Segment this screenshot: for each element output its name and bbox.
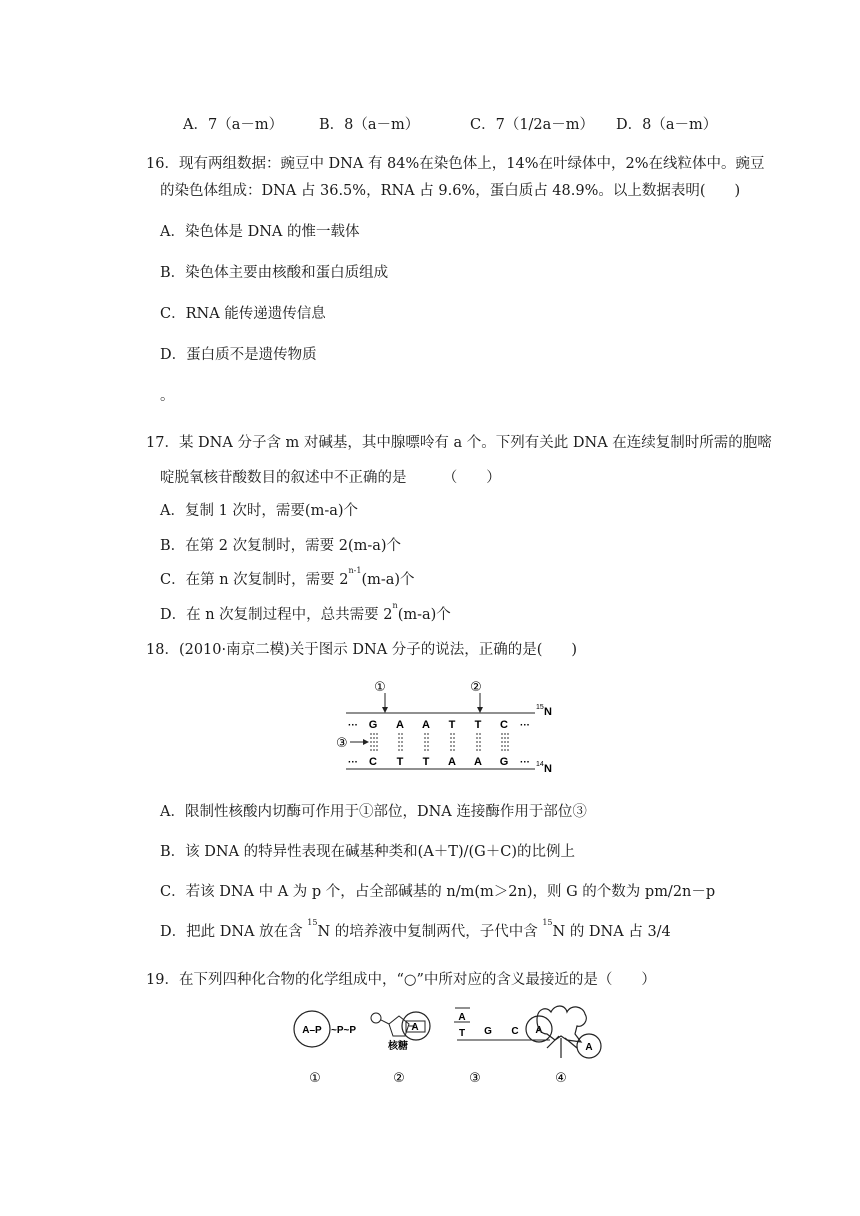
bottom-base: G — [499, 756, 509, 768]
q18-option-d: D．把此 DNA 放在含 $^{15}$N 的培养液中复制两代，子代中含 $^{15}$N 的 DNA 占 3/4 — [160, 918, 671, 940]
svg-text:G: G — [484, 1026, 492, 1037]
svg-text:···: ··· — [520, 720, 530, 731]
figure-label-3: ③ — [469, 1070, 481, 1085]
top-base: A — [422, 719, 430, 731]
compound-figure — [285, 1000, 615, 1090]
svg-text:A: A — [535, 1025, 543, 1036]
svg-text:N: N — [544, 763, 552, 775]
svg-text:A–P: A–P — [302, 1025, 322, 1036]
q17-option-d: D．在 n 次复制过程中，总共需要 2$^n$(m-a)个 — [160, 601, 451, 623]
q16-option-a: A．染色体是 DNA 的惟一载体 — [160, 224, 360, 240]
q15-option-b: B．8（a－m） — [319, 117, 420, 133]
svg-text:14: 14 — [536, 761, 544, 768]
svg-text:A: A — [411, 1022, 419, 1033]
q16-stem-line2: 的染色体组成：DNA 占 36.5%，RNA 占 9.6%，蛋白质占 48.9%。以上数据表明( ) — [160, 183, 741, 199]
q18-option-c: C．若该 DNA 中 A 为 p 个，占全部碱基的 n/m(m＞2n)，则 G 的个数为 pm/2n－p — [160, 884, 716, 900]
marker-1: ① — [374, 679, 386, 694]
svg-text:···: ··· — [348, 720, 358, 731]
q17-option-a: A．复制 1 次时，需要(m-a)个 — [160, 503, 359, 519]
q15-option-d: D．8（a－m） — [616, 117, 718, 133]
q16-stem-line1: 16．现有两组数据：豌豆中 DNA 有 84%在染色体上，14%在叶绿体中，2%在线粒体中。豌豆 — [146, 156, 765, 172]
svg-text:C: C — [511, 1026, 519, 1037]
bottom-base: C — [369, 756, 377, 768]
top-base: G — [368, 719, 378, 731]
svg-text:~P~P: ~P~P — [331, 1025, 357, 1036]
svg-text:···: ··· — [348, 757, 358, 768]
svg-text:T: T — [458, 1028, 466, 1039]
q15-option-c: C．7（1/2a－m） — [470, 117, 595, 133]
svg-text:A: A — [458, 1012, 466, 1023]
q17-stem-line1: 17．某 DNA 分子含 m 对碱基，其中腺嘌呤有 a 个。下列有关此 DNA 在连续复制时所需的胞嘧 — [146, 435, 772, 451]
figure-label-4: ④ — [555, 1070, 567, 1085]
marker-2: ② — [470, 679, 482, 694]
dna-strand-figure — [330, 675, 560, 780]
top-base: T — [448, 719, 456, 731]
top-base: T — [474, 719, 482, 731]
figure-label-2: ② — [393, 1070, 405, 1085]
q18-stem: 18．(2010·南京二模)关于图示 DNA 分子的说法，正确的是( ) — [146, 642, 578, 658]
svg-text:核糖: 核糖 — [388, 1041, 408, 1052]
q18-option-a: A．限制性核酸内切酶可作用于①部位，DNA 连接酶作用于部位③ — [160, 804, 587, 820]
marker-3: ③ — [336, 735, 348, 750]
svg-text:15: 15 — [536, 704, 544, 711]
svg-text:N: N — [544, 706, 552, 718]
q17-stem-line2: 啶脱氧核苷酸数目的叙述中不正确的是 （ ） — [160, 470, 501, 486]
q17-option-c: C．在第 n 次复制时，需要 2$^{n-1}$(m-a)个 — [160, 566, 415, 588]
q16-option-c: C．RNA 能传递遗传信息 — [160, 306, 326, 322]
q16-option-d: D．蛋白质不是遗传物质 — [160, 347, 317, 363]
figure-label-1: ① — [309, 1070, 321, 1085]
q15-option-a: A．7（a－m） — [183, 117, 284, 133]
bottom-base: T — [396, 756, 404, 768]
top-base: A — [396, 719, 404, 731]
bottom-base: T — [422, 756, 430, 768]
bottom-base: A — [474, 756, 482, 768]
q16-option-b: B．染色体主要由核酸和蛋白质组成 — [160, 265, 389, 281]
svg-text:A: A — [585, 1042, 593, 1053]
svg-text:···: ··· — [520, 757, 530, 768]
q18-option-b: B．该 DNA 的特异性表现在碱基种类和(A＋T)/(G＋C)的比例上 — [160, 844, 575, 860]
q17-option-b: B．在第 2 次复制时，需要 2(m-a)个 — [160, 538, 402, 554]
bottom-base: A — [448, 756, 456, 768]
top-base: C — [500, 719, 508, 731]
q19-stem: 19．在下列四种化合物的化学组成中，“○”中所对应的含义最接近的是（ ） — [146, 972, 656, 988]
stray-period: 。 — [160, 388, 175, 404]
